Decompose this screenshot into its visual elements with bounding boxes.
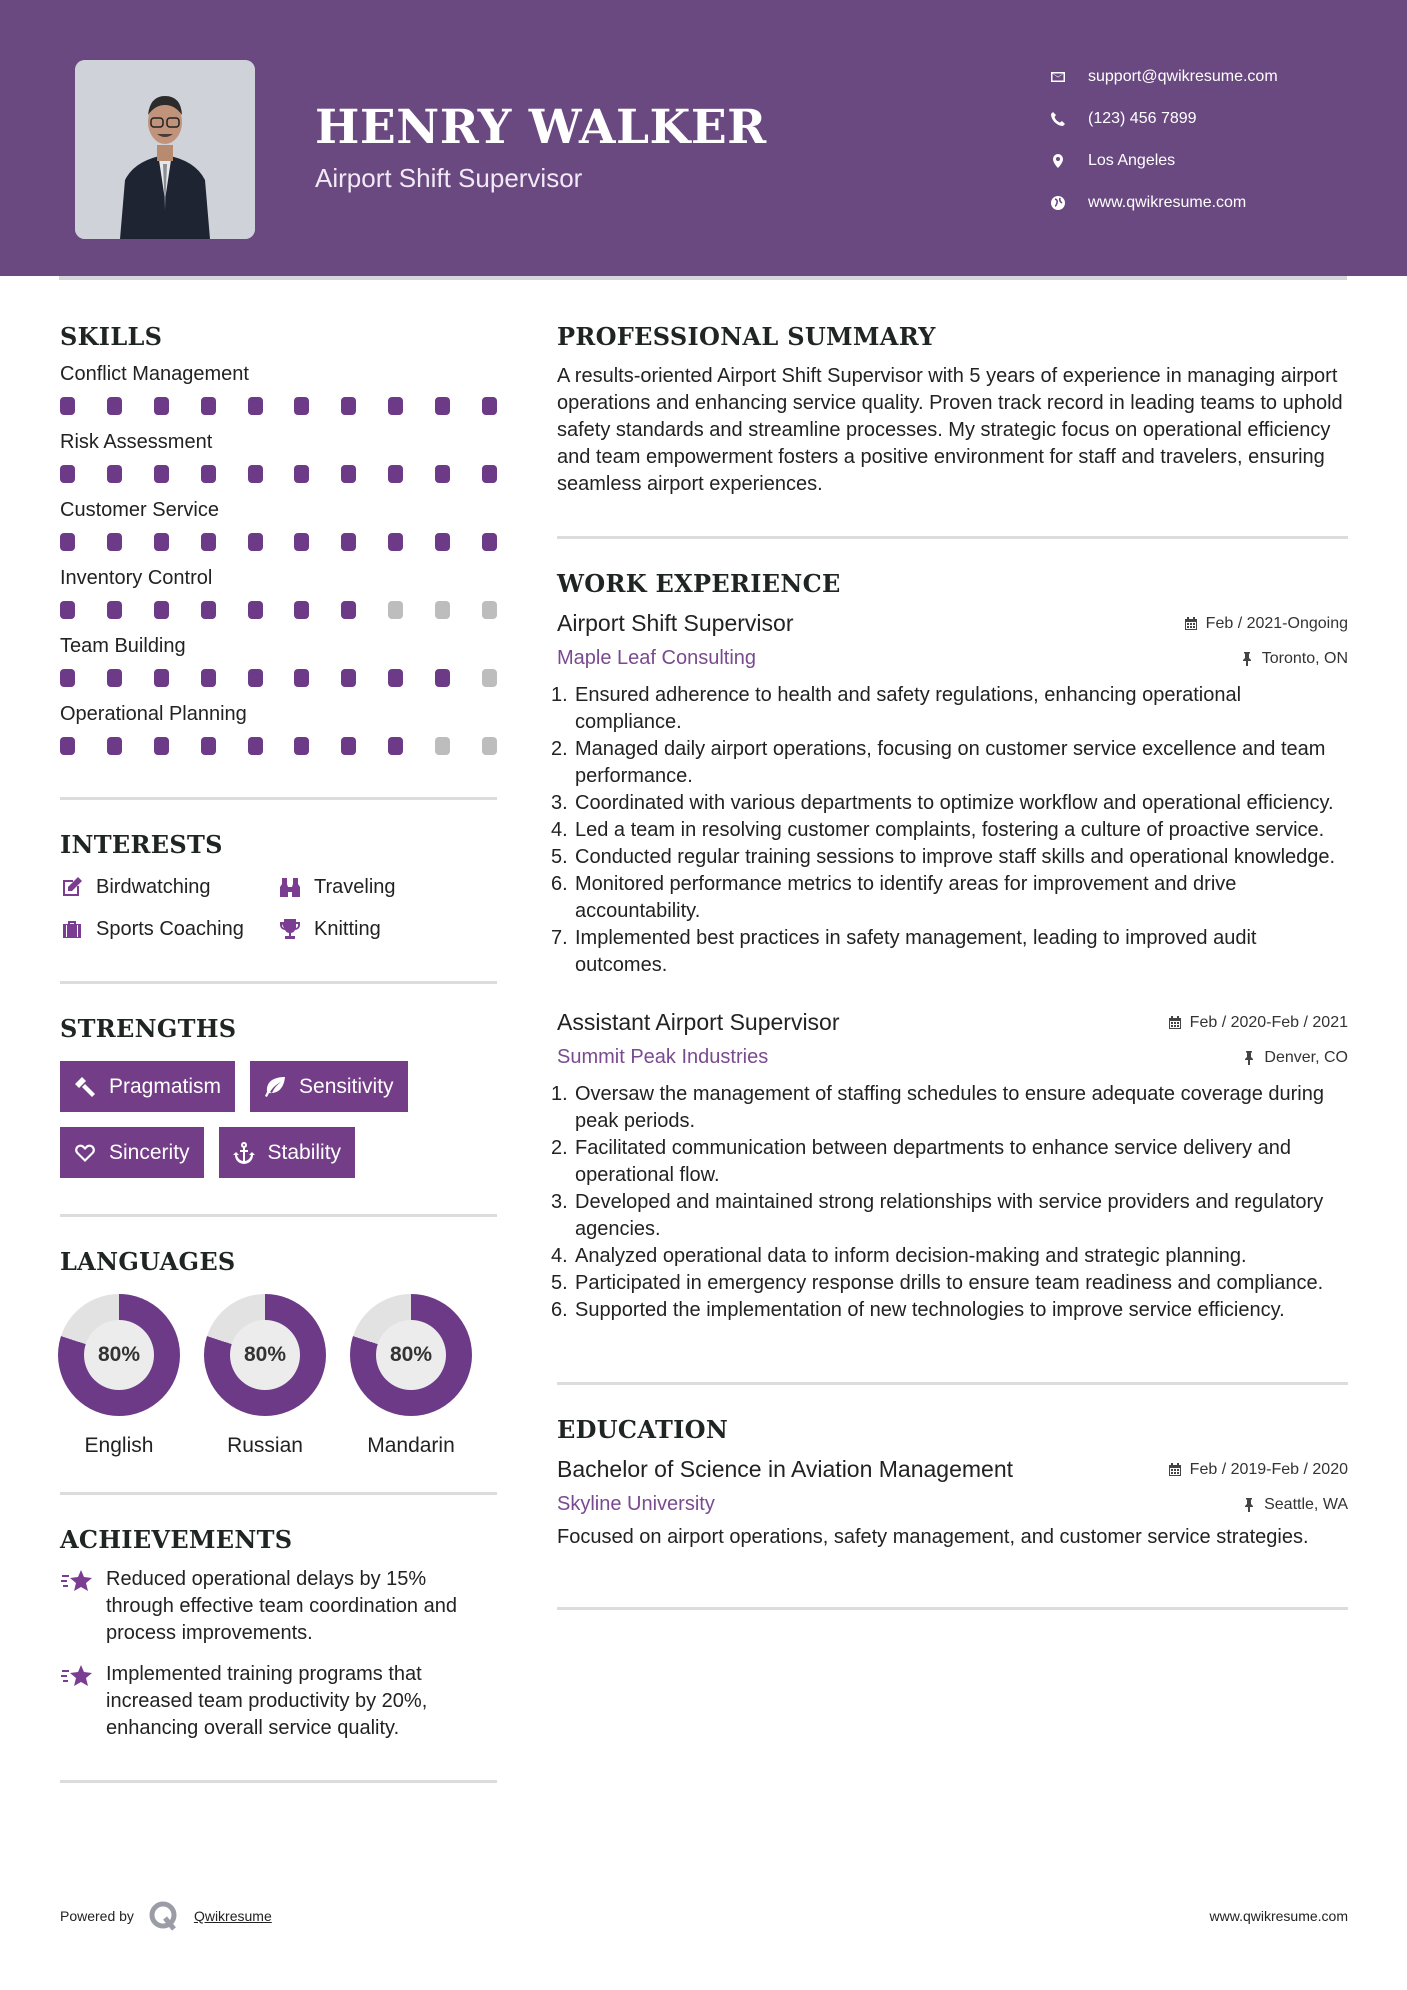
rating-dot-filled [294, 397, 309, 415]
degree-title: Bachelor of Science in Aviation Management [557, 1456, 1014, 1482]
pushpin-icon [1240, 651, 1254, 666]
strength-chip [60, 1061, 235, 1112]
interests-heading: INTERESTS [60, 830, 223, 859]
skill-name: Team Building [60, 635, 186, 657]
duty-item [551, 844, 1348, 871]
skills-section [60, 322, 497, 759]
language-name: Russian [227, 1434, 303, 1457]
strengths-heading: STRENGTHS [60, 1014, 237, 1043]
section-divider [557, 1607, 1348, 1610]
header-banner [0, 0, 1407, 276]
interest-item [60, 917, 278, 941]
language-name: English [84, 1434, 154, 1457]
footer-url[interactable]: www.qwikresume.com [1209, 1908, 1348, 1924]
rating-dot-filled [294, 601, 309, 619]
strength-label: Sensitivity [299, 1074, 394, 1098]
skill-item [60, 499, 497, 555]
duty-item [551, 817, 1348, 844]
rating-dot-empty [435, 737, 450, 755]
duty-item [551, 1243, 1348, 1270]
duty-number: 6. [551, 873, 568, 895]
binoculars-icon [278, 875, 302, 899]
duty-text: Supported the implementation of new technologies to improve service efficiency. [575, 1299, 1285, 1321]
rating-dot-filled [60, 465, 75, 483]
duty-text: Facilitated communication between departments to enhance service delivery and operational flow. [575, 1137, 1291, 1186]
contact-list [1050, 56, 1278, 224]
achievements-heading: ACHIEVEMENTS [60, 1525, 293, 1554]
achievement-item [60, 1661, 497, 1742]
qwikresume-link[interactable]: Qwikresume [193, 1908, 272, 1924]
duty-text: Analyzed operational data to inform decision-making and strategic planning. [575, 1245, 1247, 1267]
rating-dot-filled [248, 465, 263, 483]
rating-dot-empty [482, 601, 497, 619]
trophy-icon [278, 917, 302, 941]
job-duties [551, 682, 1348, 979]
summary-heading: PROFESSIONAL SUMMARY [557, 322, 936, 351]
achievement-text: Reduced operational delays by 15% through effective team coordination and process improvements. [106, 1568, 457, 1644]
skill-name: Inventory Control [60, 567, 213, 589]
pushpin-icon [1242, 1497, 1256, 1512]
rating-dot-filled [482, 397, 497, 415]
section-divider [60, 797, 497, 800]
language-percent: 80% [230, 1320, 300, 1390]
edit-icon [60, 875, 84, 899]
job-title: Assistant Airport Supervisor [557, 1009, 840, 1035]
experience-section [551, 569, 1348, 1324]
strengths-section [60, 1014, 497, 1178]
interest-item [278, 875, 478, 899]
skill-name: Customer Service [60, 499, 219, 521]
duty-item [551, 871, 1348, 925]
phone-icon [1050, 111, 1066, 127]
rating-dot-filled [435, 397, 450, 415]
language-progress-ring [350, 1294, 472, 1416]
duty-number: 3. [551, 1191, 568, 1213]
job-entry [551, 610, 1348, 979]
rating-dot-filled [341, 397, 356, 415]
summary-section [557, 322, 1348, 498]
header-divider [59, 276, 1347, 280]
interest-label: Birdwatching [96, 875, 211, 898]
rating-dot-filled [60, 737, 75, 755]
rating-dot-filled [435, 669, 450, 687]
rating-dot-filled [248, 669, 263, 687]
rating-dot-filled [107, 601, 122, 619]
interest-item [278, 917, 478, 941]
candidate-title: Airport Shift Supervisor [315, 163, 583, 193]
gavel-icon [73, 1075, 97, 1099]
rating-dot-empty [435, 601, 450, 619]
person-photo-icon [75, 60, 255, 239]
strength-label: Pragmatism [109, 1074, 222, 1098]
skills-heading: SKILLS [60, 322, 163, 351]
job-location [1240, 650, 1348, 668]
section-divider [557, 536, 1348, 539]
powered-by [60, 1900, 272, 1932]
skill-item [60, 363, 497, 419]
achievement-text: Implemented training programs that increased team productivity by 20%, enhancing overall service quality. [106, 1663, 428, 1739]
rating-dot-empty [388, 601, 403, 619]
achievement-item [60, 1566, 497, 1647]
duty-number: 7. [551, 927, 568, 949]
envelope-icon [1050, 69, 1066, 85]
duty-number: 5. [551, 846, 568, 868]
rating-dot-filled [388, 669, 403, 687]
interest-item [60, 875, 278, 899]
duty-text: Oversaw the management of staffing schedules to ensure adequate coverage during peak periods. [575, 1083, 1324, 1132]
contact-phone[interactable] [1050, 98, 1278, 140]
section-divider [60, 1214, 497, 1217]
anchor-icon [232, 1141, 256, 1165]
skill-item [60, 431, 497, 487]
duty-item [551, 925, 1348, 979]
skill-rating [60, 601, 497, 623]
rating-dot-filled [294, 669, 309, 687]
section-divider [557, 1382, 1348, 1385]
rating-dot-filled [107, 465, 122, 483]
duty-text: Led a team in resolving customer complaints, fostering a culture of proactive service. [575, 819, 1325, 841]
strength-chip [219, 1127, 356, 1178]
rating-dot-filled [154, 601, 169, 619]
duty-number: 4. [551, 819, 568, 841]
rating-dot-filled [107, 533, 122, 551]
strength-chip [250, 1061, 408, 1112]
duty-number: 4. [551, 1245, 568, 1267]
skill-name: Conflict Management [60, 363, 249, 385]
language-percent: 80% [376, 1320, 446, 1390]
section-divider [60, 1780, 497, 1783]
leaf-icon [263, 1075, 287, 1099]
language-item [192, 1294, 338, 1458]
star-achievement-icon [60, 1663, 94, 1691]
education-section [557, 1415, 1348, 1551]
company-name: Summit Peak Industries [557, 1046, 769, 1068]
section-divider [60, 981, 497, 984]
duty-item [551, 1135, 1348, 1189]
duty-item [551, 1081, 1348, 1135]
globe-icon [1050, 195, 1066, 211]
calendar-icon [1168, 1462, 1182, 1477]
rating-dot-filled [201, 533, 216, 551]
duty-item [551, 1189, 1348, 1243]
job-location-text: Toronto, ON [1261, 649, 1348, 667]
skills-list [60, 363, 497, 759]
rating-dot-filled [60, 601, 75, 619]
duty-text: Implemented best practices in safety management, leading to improved audit outcomes. [575, 927, 1257, 976]
language-progress-ring [204, 1294, 326, 1416]
skill-rating [60, 737, 497, 759]
education-dates-text: Feb / 2019-Feb / 2020 [1189, 1460, 1348, 1478]
contact-location [1050, 140, 1278, 182]
job-dates-text: Feb / 2020-Feb / 2021 [1189, 1013, 1348, 1031]
duty-number: 1. [551, 684, 568, 706]
duty-text: Coordinated with various departments to optimize workflow and operational efficiency. [575, 792, 1334, 814]
left-column [60, 322, 497, 1783]
rating-dot-filled [201, 397, 216, 415]
skill-item [60, 703, 497, 759]
interest-label: Knitting [314, 917, 381, 940]
skill-rating [60, 669, 497, 691]
duty-item [551, 1270, 1348, 1297]
rating-dot-filled [154, 397, 169, 415]
rating-dot-filled [248, 533, 263, 551]
experience-heading: WORK EXPERIENCE [557, 569, 841, 598]
job-duties [551, 1081, 1348, 1324]
rating-dot-filled [107, 669, 122, 687]
job-title: Airport Shift Supervisor [557, 610, 794, 636]
star-achievement-icon [60, 1568, 94, 1596]
contact-email[interactable] [1050, 56, 1278, 98]
rating-dot-filled [60, 533, 75, 551]
rating-dot-filled [388, 737, 403, 755]
education-location [1242, 1496, 1348, 1514]
rating-dot-filled [201, 669, 216, 687]
right-column [551, 322, 1348, 1610]
language-item [46, 1294, 192, 1458]
duty-number: 3. [551, 792, 568, 814]
contact-location-text: Los Angeles [1088, 152, 1176, 169]
interest-label: Sports Coaching [96, 917, 244, 940]
skill-item [60, 635, 497, 691]
rating-dot-filled [341, 465, 356, 483]
footer [60, 1900, 1348, 1932]
education-location-text: Seattle, WA [1264, 1495, 1348, 1513]
rating-dot-filled [435, 465, 450, 483]
rating-dot-filled [154, 533, 169, 551]
rating-dot-filled [248, 737, 263, 755]
interests-list [60, 875, 497, 941]
education-dates [1168, 1461, 1348, 1479]
rating-dot-filled [248, 601, 263, 619]
powered-by-label: Powered by [60, 1908, 134, 1924]
rating-dot-filled [388, 533, 403, 551]
rating-dot-filled [294, 533, 309, 551]
rating-dot-filled [60, 397, 75, 415]
section-divider [60, 1492, 497, 1495]
rating-dot-empty [482, 669, 497, 687]
languages-section [60, 1247, 497, 1458]
rating-dot-filled [341, 601, 356, 619]
language-item [338, 1294, 484, 1458]
achievements-section [60, 1525, 497, 1742]
rating-dot-filled [482, 533, 497, 551]
language-progress-ring [58, 1294, 180, 1416]
rating-dot-filled [482, 465, 497, 483]
duty-number: 5. [551, 1272, 568, 1294]
duty-text: Developed and maintained strong relationships with service providers and regulatory agencies. [575, 1191, 1324, 1240]
rating-dot-filled [60, 669, 75, 687]
strength-label: Sincerity [109, 1140, 190, 1164]
job-dates-text: Feb / 2021-Ongoing [1205, 614, 1348, 632]
language-percent: 80% [84, 1320, 154, 1390]
heart-icon [73, 1141, 97, 1165]
interests-section [60, 830, 497, 941]
duty-number: 6. [551, 1299, 568, 1321]
map-pin-icon [1050, 153, 1066, 169]
education-heading: EDUCATION [557, 1415, 729, 1444]
summary-text: A results-oriented Airport Shift Supervisor with 5 years of experience in managing airport operations and enhancing service quality. Proven track record in leading teams to uphold safety standards and streamline processes. My strategic focus on operational efficiency and team empowerment fosters a positive environment for staff and travelers, ensuring seamless airport experiences. [557, 365, 1343, 495]
contact-website-text: www.qwikresume.com [1088, 194, 1247, 211]
rating-dot-filled [294, 465, 309, 483]
duty-text: Conducted regular training sessions to improve staff skills and operational knowledge. [575, 846, 1336, 868]
rating-dot-filled [248, 397, 263, 415]
pushpin-icon [1242, 1050, 1256, 1065]
rating-dot-filled [435, 533, 450, 551]
suitcase-icon [60, 917, 84, 941]
education-description: Focused on airport operations, safety management, and customer service strategies. [557, 1526, 1309, 1548]
job-location-text: Denver, CO [1264, 1048, 1348, 1066]
strength-label: Stability [267, 1140, 342, 1164]
languages-heading: LANGUAGES [60, 1247, 236, 1276]
rating-dot-filled [341, 533, 356, 551]
profile-photo [75, 60, 255, 239]
duty-item [551, 682, 1348, 736]
rating-dot-filled [201, 601, 216, 619]
language-name: Mandarin [367, 1434, 455, 1457]
duty-number: 2. [551, 738, 568, 760]
duty-text: Ensured adherence to health and safety regulations, enhancing operational compliance. [575, 684, 1242, 733]
duty-item [551, 736, 1348, 790]
job-dates [1168, 1014, 1348, 1032]
duty-item [551, 790, 1348, 817]
contact-email-text: support@qwikresume.com [1088, 68, 1278, 85]
skill-name: Operational Planning [60, 703, 247, 725]
candidate-name: HENRY WALKER [315, 100, 767, 155]
skill-rating [60, 465, 497, 487]
job-dates [1184, 615, 1348, 633]
rating-dot-filled [107, 397, 122, 415]
strength-chip [60, 1127, 204, 1178]
contact-website[interactable] [1050, 182, 1278, 224]
contact-phone-text: (123) 456 7899 [1088, 110, 1197, 127]
school-name: Skyline University [557, 1493, 715, 1515]
job-entry [551, 1009, 1348, 1324]
interest-label: Traveling [314, 875, 396, 898]
rating-dot-filled [388, 465, 403, 483]
calendar-icon [1184, 616, 1198, 631]
skill-rating [60, 533, 497, 555]
rating-dot-filled [341, 669, 356, 687]
duty-number: 2. [551, 1137, 568, 1159]
qwikresume-logo-icon [148, 1900, 180, 1932]
job-location [1242, 1049, 1348, 1067]
duty-number: 1. [551, 1083, 568, 1105]
rating-dot-filled [107, 737, 122, 755]
rating-dot-empty [482, 737, 497, 755]
rating-dot-filled [341, 737, 356, 755]
rating-dot-filled [388, 397, 403, 415]
duty-text: Monitored performance metrics to identify areas for improvement and drive accountability. [575, 873, 1237, 922]
rating-dot-filled [201, 465, 216, 483]
calendar-icon [1168, 1015, 1182, 1030]
duty-item [551, 1297, 1348, 1324]
rating-dot-filled [201, 737, 216, 755]
skill-item [60, 567, 497, 623]
skill-name: Risk Assessment [60, 431, 213, 453]
rating-dot-filled [154, 737, 169, 755]
rating-dot-filled [294, 737, 309, 755]
rating-dot-filled [154, 669, 169, 687]
duty-text: Managed daily airport operations, focusing on customer service excellence and team performance. [575, 738, 1326, 787]
skill-rating [60, 397, 497, 419]
languages-list [60, 1294, 497, 1458]
rating-dot-filled [154, 465, 169, 483]
company-name: Maple Leaf Consulting [557, 647, 757, 669]
duty-text: Participated in emergency response drills to ensure team readiness and compliance. [575, 1272, 1324, 1294]
strengths-list [60, 1061, 497, 1178]
